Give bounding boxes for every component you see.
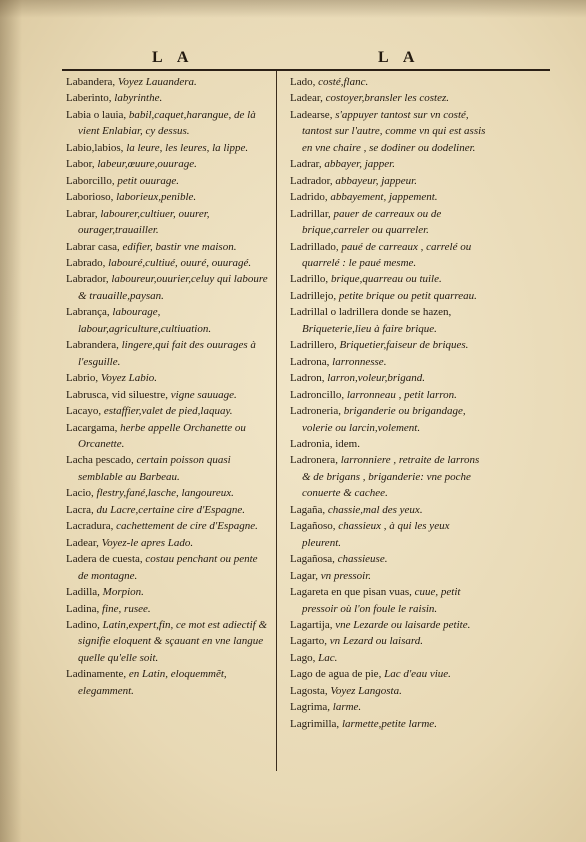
entry-definition: laborieux,penible.	[113, 191, 197, 204]
entry-term: Lacio,	[66, 487, 94, 500]
entry-definition: brique,quarreau ou tuile.	[328, 273, 442, 286]
entry-definition: du Lacre,certaine cire d'Espagne.	[93, 503, 246, 516]
dictionary-entry	[290, 288, 486, 304]
entry-term: Ladina,	[66, 602, 100, 615]
dictionary-entry	[66, 452, 270, 485]
entry-definition: labeur,œuure,ouurage.	[94, 158, 197, 171]
dictionary-entry	[290, 304, 486, 337]
dictionary-entry	[290, 551, 486, 567]
dictionary-entry	[290, 716, 486, 732]
entry-definition: Voyez Lauandera.	[115, 76, 197, 88]
entry-term: Ladrillero,	[290, 339, 337, 352]
dictionary-entry	[290, 90, 486, 106]
dictionary-entry	[66, 206, 270, 239]
header-left: L A	[152, 49, 195, 66]
entry-term: Labrado,	[66, 256, 106, 269]
entry-definition: fine, rusee.	[99, 602, 151, 615]
entry-term: Lagañosa,	[290, 553, 335, 566]
dictionary-entry	[66, 601, 270, 617]
entry-term: Ladrillo,	[290, 273, 329, 286]
entry-term: Ladrona,	[290, 355, 330, 368]
entry-term: Ladino,	[66, 618, 100, 631]
dictionary-entry	[290, 74, 486, 90]
entry-definition: chassie,mal des yeux.	[325, 503, 423, 516]
dictionary-entry	[290, 239, 486, 272]
dictionary-entry	[290, 436, 486, 452]
entry-definition: chassieux , à qui les yeux pleurent.	[302, 520, 450, 549]
dictionary-entry	[66, 551, 270, 584]
entry-term: Lago,	[290, 651, 316, 664]
entry-term: Ladroneria,	[290, 405, 341, 418]
dictionary-entry	[290, 650, 486, 666]
dictionary-entry	[290, 107, 486, 156]
entry-definition: laboureur,ouurier,celuy qui laboure & trauaille,paysan.	[78, 273, 268, 302]
dictionary-entry	[66, 370, 270, 386]
dictionary-entry	[66, 485, 270, 501]
entry-definition: larronniere , retraite de larrons & de brigans , briganderie: vne poche conuerte & cachee.	[302, 454, 480, 500]
entry-term: Ladinamente,	[66, 668, 127, 681]
entry-definition: larronneau , petit larron.	[344, 388, 457, 401]
entry-term: Ladearse,	[290, 108, 333, 121]
entry-term: Laborioso,	[66, 191, 114, 204]
entry-term: Lacayo,	[66, 405, 102, 418]
entry-term: Lagrima,	[290, 701, 331, 714]
entry-term: Ladrillar,	[290, 207, 331, 220]
entry-definition: Briqueterie,lieu à faire brique.	[302, 322, 437, 335]
entry-definition: certain poisson quasi semblable au Barbeau.	[78, 454, 231, 483]
entry-definition: Lac.	[315, 651, 338, 664]
entry-definition: la leure, les leures, la lippe.	[123, 141, 249, 154]
dictionary-entry	[66, 304, 270, 337]
entry-definition: en Latin, eloquemmẽt, elegamment.	[78, 668, 227, 697]
entry-term: Lacra,	[66, 503, 94, 516]
entry-definition: paué de carreaux , carrelé ou quarrelé : le paué mesme.	[302, 240, 472, 269]
entry-definition: larme.	[330, 701, 362, 714]
dictionary-entry	[290, 206, 486, 239]
dictionary-entry	[290, 354, 486, 370]
entry-definition: labourer,cultiuer, ouurer, ourager,trauailler.	[78, 207, 210, 237]
entry-term: Lacargama,	[66, 421, 118, 434]
entry-term: Ladrador,	[290, 174, 333, 187]
column-divider	[276, 71, 277, 771]
entry-definition: labourage, labour,agriculture,cultiuation.	[78, 306, 212, 335]
entry-definition: cachettement de cire d'Espagne.	[113, 520, 258, 533]
dictionary-entry	[290, 173, 486, 189]
entry-term: Ladrillejo,	[290, 289, 337, 302]
entry-term: Lagosta,	[290, 684, 328, 697]
dictionary-entry	[290, 271, 486, 287]
entry-definition: abbayement, jappement.	[327, 191, 438, 204]
entry-term: Lago de agua de pie,	[290, 668, 382, 681]
dictionary-entry	[290, 617, 486, 633]
entry-term: Ladrillado,	[290, 240, 339, 253]
dictionary-entry	[66, 156, 270, 172]
entry-term: Labia o lauia,	[66, 108, 127, 121]
entry-term: Ladear,	[290, 92, 323, 105]
entry-definition: abbayeur, jappeur.	[332, 174, 417, 187]
entry-definition: larron,voleur,brigand.	[324, 372, 425, 385]
entry-definition: briganderie ou brigandage, volerie ou larcin,volement.	[302, 405, 466, 434]
entry-definition: labyrinthe.	[111, 92, 163, 105]
dictionary-entry	[66, 90, 270, 106]
entry-definition: herbe appelle Orchanette ou Orcanette.	[78, 421, 246, 450]
entry-definition: Latin,expert,fin, ce mot est adiectif & signifie eloquent & sçauant en vne langue quelle qu'elle soit.	[78, 618, 268, 664]
dictionary-entry	[66, 584, 270, 600]
dictionary-entry	[66, 239, 270, 255]
entry-term: Labrar,	[66, 207, 98, 220]
entry-term: Lagañoso,	[290, 520, 336, 533]
entry-term: Labrio,	[66, 372, 99, 385]
spine-shadow	[0, 0, 22, 842]
entry-term: Lagar,	[290, 569, 318, 582]
dictionary-entry	[66, 173, 270, 189]
entry-term: Ladilla,	[66, 586, 100, 599]
entry-term: Laborcillo,	[66, 174, 115, 187]
dictionary-entry	[290, 156, 486, 172]
dictionary-entry	[290, 189, 486, 205]
entry-term: Lagaña,	[290, 503, 326, 516]
entry-definition: vn pressoir.	[317, 569, 372, 582]
dictionary-entry	[66, 271, 270, 304]
entry-definition: edifier, bastir vne maison.	[119, 240, 237, 253]
entry-term: Ladrillal o ladrillera donde se hazen,	[290, 306, 452, 319]
dictionary-entry	[66, 140, 270, 156]
entry-term: Ladron,	[290, 372, 325, 385]
left-column	[66, 74, 270, 699]
entry-term: Labrança,	[66, 306, 110, 319]
dictionary-entry	[66, 337, 270, 370]
entry-term: Lagrimilla,	[290, 717, 340, 730]
entry-term: Labrador,	[66, 273, 109, 286]
entry-definition: s'appuyer tantost sur vn costé, tantost sur l'autre, comme vn qui est assis en vne chaire , se dodiner ou dodeliner.	[302, 108, 486, 154]
entry-term: Ladronia, idem.	[290, 437, 360, 450]
entry-definition: vigne sauuage.	[168, 388, 237, 401]
entry-definition: Lac d'eau viue.	[381, 668, 451, 681]
dictionary-entry	[290, 337, 486, 353]
dictionary-entry	[290, 502, 486, 518]
dictionary-entry	[290, 584, 486, 617]
running-header	[60, 49, 550, 69]
entry-term: Lagareta en que pisan vuas,	[290, 586, 412, 599]
dictionary-entry	[290, 518, 486, 551]
dictionary-entry	[66, 666, 270, 699]
top-shadow	[0, 0, 586, 18]
dictionary-entry	[66, 74, 270, 90]
entry-definition: pauer de carreaux ou de brique,carreler ou quarreler.	[302, 207, 442, 237]
entry-term: Labor,	[66, 158, 95, 171]
entry-definition: babil,caquet,harangue, de là vient Enlabiar, cy dessus.	[78, 108, 256, 138]
dictionary-entry	[290, 666, 486, 682]
entry-definition: chassieuse.	[334, 553, 388, 566]
entry-definition: petite brique ou petit quarreau.	[336, 289, 477, 302]
entry-definition: larmette,petite larme.	[339, 717, 437, 730]
entry-term: Lacradura,	[66, 520, 114, 533]
dictionary-entry	[290, 452, 486, 501]
entry-term: Lado,	[290, 76, 316, 88]
entry-term: Labio,labios,	[66, 141, 124, 154]
dictionary-entry	[66, 387, 270, 403]
entry-definition: vn Lezard ou laisard.	[326, 635, 424, 648]
header-right: L A	[378, 49, 421, 66]
entry-definition: Briquetier,faiseur de briques.	[336, 339, 469, 352]
dictionary-entry	[290, 387, 486, 403]
entry-term: Labrandera,	[66, 339, 119, 352]
entry-definition: Voyez Langosta.	[327, 684, 402, 697]
dictionary-entry	[290, 683, 486, 699]
entry-definition: Voyez-le apres Lado.	[98, 536, 194, 549]
entry-term: Lagartija,	[290, 618, 333, 631]
entry-definition: costé,flanc.	[315, 76, 369, 88]
entry-definition: lingere,qui fait des ouurages à l'esguille.	[78, 339, 256, 368]
dictionary-entry	[66, 420, 270, 453]
dictionary-entry	[66, 617, 270, 666]
entry-definition: petit ouurage.	[114, 174, 180, 187]
entry-definition: estaffier,valet de pied,laquay.	[101, 405, 233, 418]
dictionary-entry	[66, 403, 270, 419]
dictionary-entry	[66, 502, 270, 518]
dictionary-entry	[66, 518, 270, 534]
dictionary-entry	[66, 535, 270, 551]
entry-definition: costau penchant ou pente de montagne.	[78, 553, 258, 582]
header-rule	[62, 69, 550, 71]
dictionary-entry	[290, 699, 486, 715]
entry-definition: vne Lezarde ou laisarde petite.	[332, 618, 471, 631]
entry-definition: costoyer,bransler les costez.	[322, 92, 450, 105]
entry-term: Ladrar,	[290, 158, 322, 171]
entry-term: Labrusca, vid siluestre,	[66, 388, 169, 401]
entry-definition: Voyez Labio.	[98, 372, 158, 385]
entry-definition: labouré,cultiué, ouuré, ouuragé.	[105, 256, 252, 269]
dictionary-entry	[290, 403, 486, 436]
entry-definition: Morpion.	[99, 586, 144, 599]
entry-term: Lagarto,	[290, 635, 327, 648]
right-column	[290, 74, 486, 732]
dictionary-entry	[66, 107, 270, 140]
dictionary-entry	[290, 568, 486, 584]
entry-term: Ladroncillo,	[290, 388, 345, 401]
entry-definition: cuue, petit pressoir où l'on foule le raisin.	[302, 586, 461, 615]
entry-definition: abbayer, japper.	[321, 158, 395, 171]
dictionary-entry	[290, 370, 486, 386]
entry-term: Labrar casa,	[66, 240, 120, 253]
entry-definition: flestry,fané,lasche, langoureux.	[93, 487, 234, 500]
entry-term: Ladear,	[66, 536, 99, 549]
entry-term: Laberinto,	[66, 92, 112, 105]
entry-term: Ladronera,	[290, 454, 338, 467]
entry-term: Lacha pescado,	[66, 454, 134, 467]
dictionary-entry	[66, 255, 270, 271]
dictionary-entry	[66, 189, 270, 205]
entry-definition: larronnesse.	[329, 355, 387, 368]
entry-term: Labandera,	[66, 76, 116, 88]
entry-term: Ladrido,	[290, 191, 328, 204]
dictionary-entry	[290, 633, 486, 649]
entry-term: Ladera de cuesta,	[66, 553, 143, 566]
